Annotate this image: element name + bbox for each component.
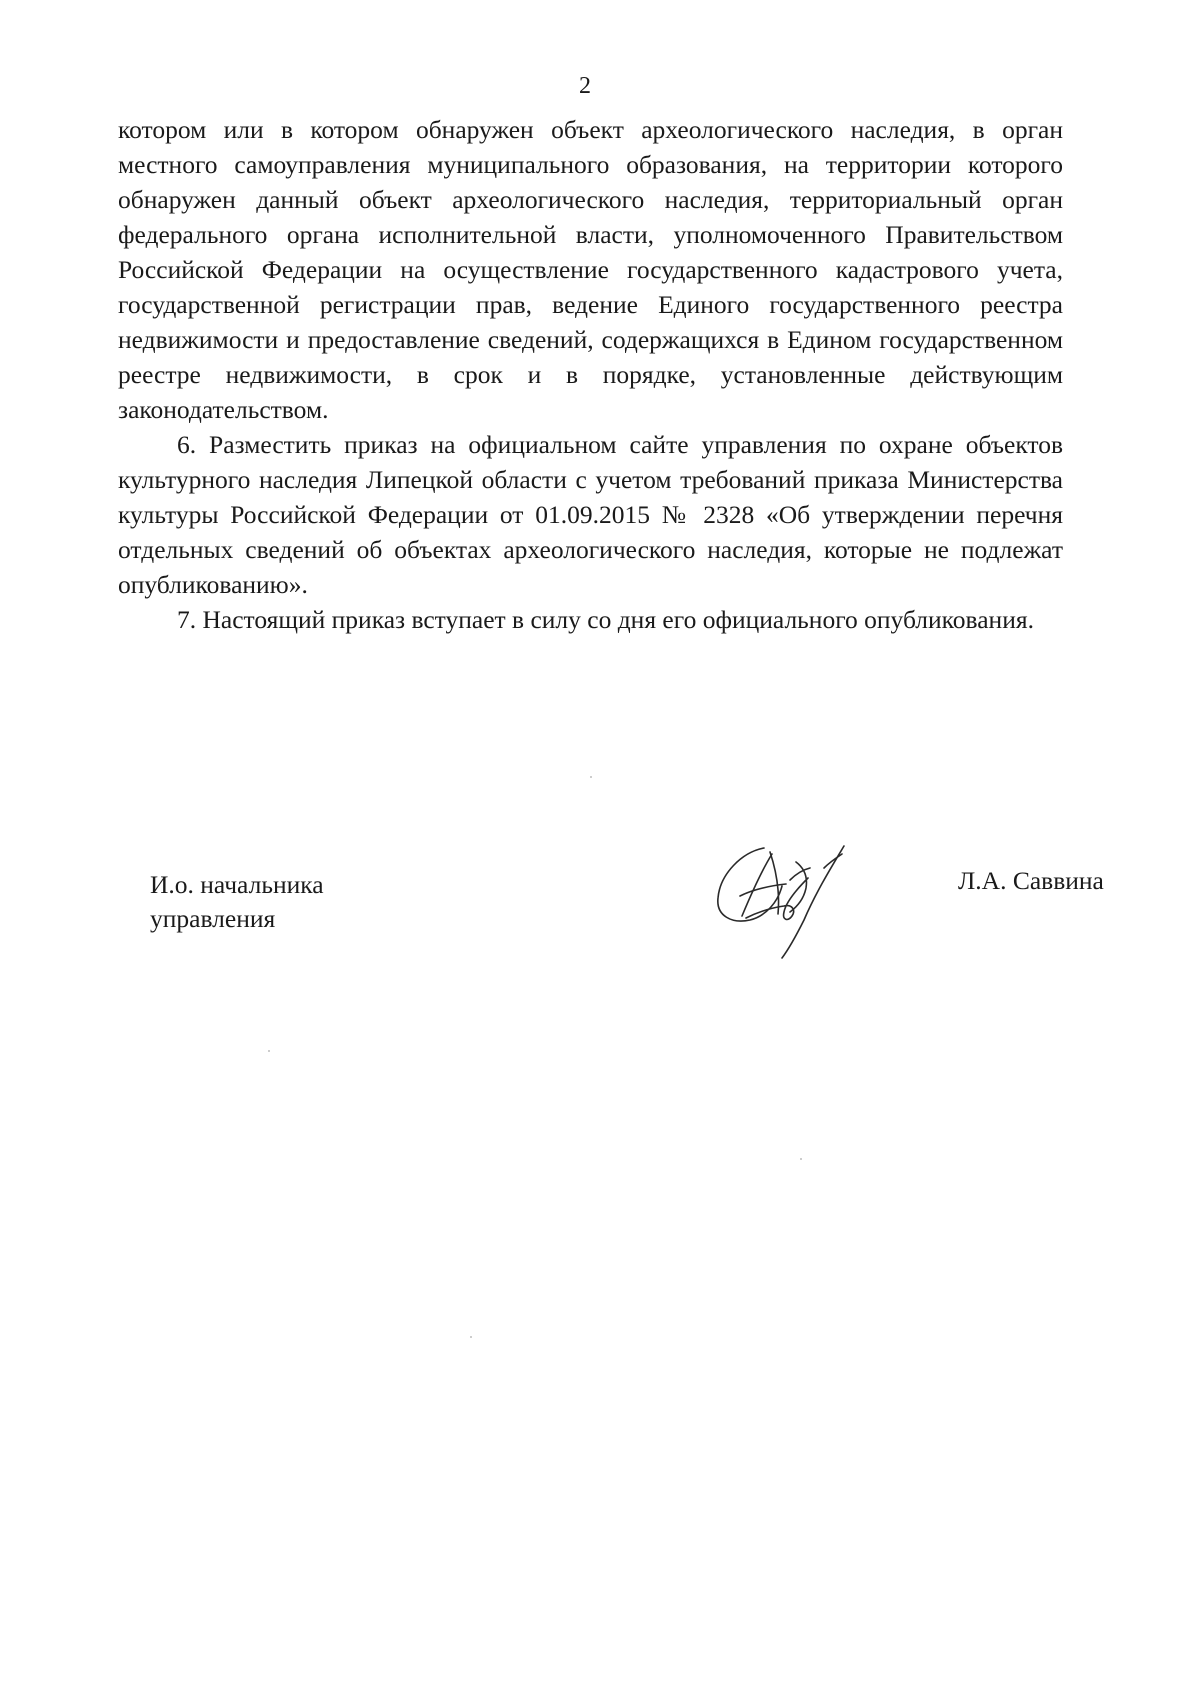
paragraph-item-6: 6. Разместить приказ на официальном сайте управления по охране объектов культурного наследия Липецкой области с учетом требований приказа Министерства культуры Российской Федерации от 01.09.2015 № 2328 «Об утверждении перечня отдельных сведений об объектах археологического наследия, которые не подлежат опубликованию». xyxy=(118,430,1063,599)
paragraph-continuation: котором или в котором обнаружен объект археологического наследия, в орган местного самоуправления муниципального образования, на территории которого обнаружен данный объект археологического наследия, территориальный орган федерального органа исполнительной власти, уполномоченного Правительством Российской Федерации на осуществление государственного кадастрового учета, государственной регистрации прав, ведение Единого государственного реестра недвижимости и предоставление сведений, содержащихся в Едином государственном реестре недвижимости, в срок и в порядке, установленные действующим законодательством. xyxy=(118,115,1063,424)
signatory-position xyxy=(150,868,324,936)
signatory-name: Л.А. Саввина xyxy=(958,866,1104,895)
signatory-position-line-1: И.о. начальника xyxy=(150,870,324,899)
signatory-position-line-2: управления xyxy=(150,904,276,933)
scan-speck xyxy=(800,1158,802,1160)
handwritten-signature xyxy=(712,840,862,960)
document-body xyxy=(118,112,1063,637)
page-number: 2 xyxy=(579,73,591,99)
scan-speck xyxy=(590,776,592,778)
paragraph-item-7: 7. Настоящий приказ вступает в силу со дня его официального опубликования. xyxy=(177,605,1034,634)
scan-speck xyxy=(470,1336,472,1338)
scan-speck xyxy=(268,1050,270,1052)
